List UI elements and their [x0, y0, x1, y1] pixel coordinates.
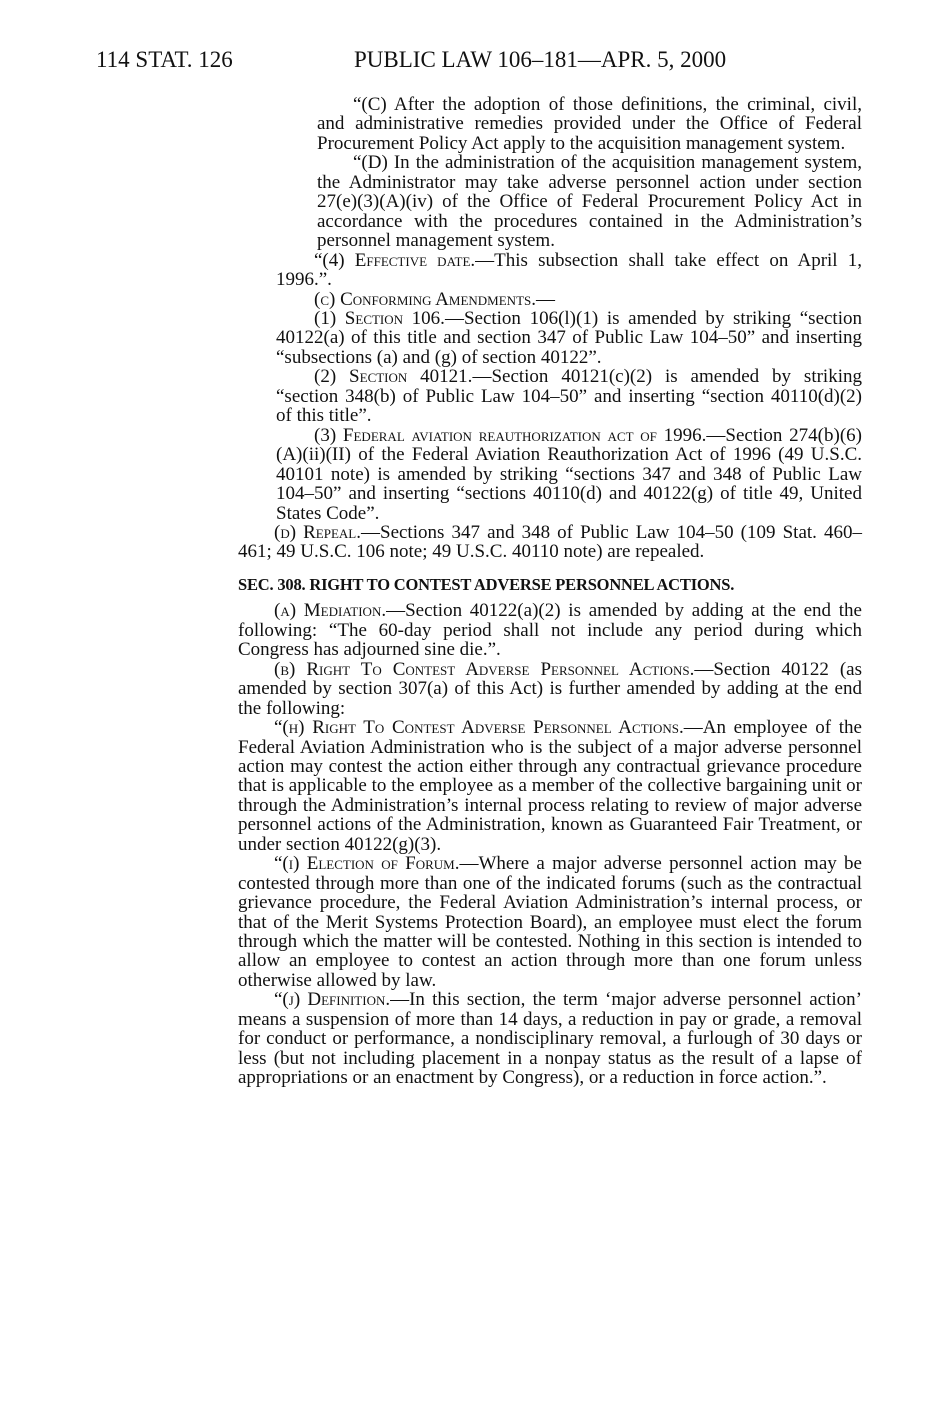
paragraph-section-106 — [276, 309, 862, 367]
paragraph-i — [238, 854, 862, 990]
paragraph-i-heading: “(i) Election of Forum. — [274, 853, 460, 875]
paragraph-mediation — [238, 601, 862, 659]
right-to-contest-heading: (b) Right To Contest Adverse Personnel Actions. — [274, 658, 695, 680]
paragraph-h-text: —An employee of the Federal Aviation Administration who is the subject of a major adverse personnel action may contest the action either through any contractual grievance procedure that is applicable to the employee as a member of the collective bargaining unit or through the Administration’s internal process relating to review of major adverse personnel actions of the Administration, known as Guaranteed Fair Treatment, or under section 40122(g)(3). — [238, 717, 862, 855]
conforming-amendments-heading: (c) Conforming Amendments. — [314, 288, 536, 310]
paragraph-section-40121 — [276, 367, 862, 425]
paragraph-j — [238, 990, 862, 1087]
faa-reauthorization-text: —Section 274(b)(6)(A)(ii)(II) of the Federal Aviation Reauthorization Act of 1996 (49 U.S.C. 40101 note) is amended by striking “sections 347 and 348 of Public Law 104–50” and inserting “sections 40110(d) and 40122(g) of title 49, United States Code”. — [276, 424, 862, 524]
paragraph-4 — [276, 251, 862, 290]
running-head — [0, 44, 947, 76]
body-text — [238, 95, 862, 1088]
paragraph-i-text: —Where a major adverse personnel action may be contested through more than one of the indicated forums (such as the contractual grievance procedure, the Federal Aviation Administration’s internal process, or that of the Merit Systems Protection Board), an employee must elect the forum through which the matter will be contested. Nothing in this section is intended to allow an employee to contest an action through more than one forum unless otherwise allowed by law. — [238, 853, 862, 991]
section-106-heading: (1) Section 106. — [314, 307, 445, 329]
law-title: PUBLIC LAW 106–181—APR. 5, 2000 — [354, 47, 727, 72]
paragraph-c: “(C) After the adoption of those definitions, the criminal, civil, and administrative remedies provided under the Office of Federal Procurement Policy Act apply to the acquisition management system. — [317, 94, 862, 154]
conforming-amendments-text: — — [536, 288, 555, 310]
paragraph-4-heading: “(4) Effective date. — [314, 249, 476, 271]
section-308-heading: SEC. 308. RIGHT TO CONTEST ADVERSE PERSONNEL ACTIONS. — [238, 574, 735, 594]
paragraph-4-text: —This subsection shall take effect on April 1, 1996.”. — [276, 249, 862, 291]
right-to-contest-text: —Section 40122 (as amended by section 307(a) of this Act) is further amended by adding at the end the following: — [238, 658, 862, 719]
section-40121-text: —Section 40121(c)(2) is amended by striking “section 348(b) of Public Law 104–50” and inserting “section 40110(d)(2) of this title”. — [276, 366, 862, 427]
paragraph-right-to-contest — [238, 660, 862, 718]
paragraph-h-heading: “(h) Right To Contest Adverse Personnel Actions. — [274, 717, 684, 739]
repeal-text: —Sections 347 and 348 of Public Law 104–50 (109 Stat. 460–461; 49 U.S.C. 106 note; 49 U.S.C. 40110 note) are repealed. — [238, 521, 862, 563]
mediation-heading: (a) Mediation. — [274, 600, 387, 622]
section-40121-heading: (2) Section 40121. — [314, 366, 473, 388]
paragraph-repeal — [238, 523, 862, 562]
paragraph-j-heading: “(j) Definition. — [274, 989, 391, 1011]
faa-reauthorization-heading: (3) Federal aviation reauthorization act of 1996. — [314, 424, 707, 446]
paragraph-h — [238, 718, 862, 854]
section-106-text: —Section 106(l)(1) is amended by striking “section 40122(a) of this title and section 347 of Public Law 104–50” and inserting “subsections (a) and (g) of section 40122”. — [276, 307, 862, 368]
paragraph-faa-reauthorization — [276, 426, 862, 523]
mediation-text: —Section 40122(a)(2) is amended by adding at the end the following: “The 60-day period shall not include any period during which Congress has adjourned sine die.”. — [238, 600, 862, 661]
paragraph-j-text: —In this section, the term ‘major adverse personnel action’ means a suspension of more than 14 days, a reduction in pay or grade, a removal for conduct or performance, a nondisciplinary removal, a furlough of 30 days or less (but not including placement in a nonpay status as the result of a lapse of appropriations or an enactment by Congress), or a reduction in force action.”. — [238, 989, 862, 1089]
paragraph-conforming-amendments — [276, 290, 862, 309]
paragraph-d: “(D) In the administration of the acquisition management system, the Administrator may take adverse personnel action under section 27(e)(3)(A)(iv) of the Office of Federal Procurement Policy Act in accordance with the procedures contained in the Administration’s personnel management system. — [317, 152, 862, 252]
page-reference: 114 STAT. 126 — [96, 47, 233, 72]
repeal-heading: (d) Repeal. — [274, 521, 361, 543]
